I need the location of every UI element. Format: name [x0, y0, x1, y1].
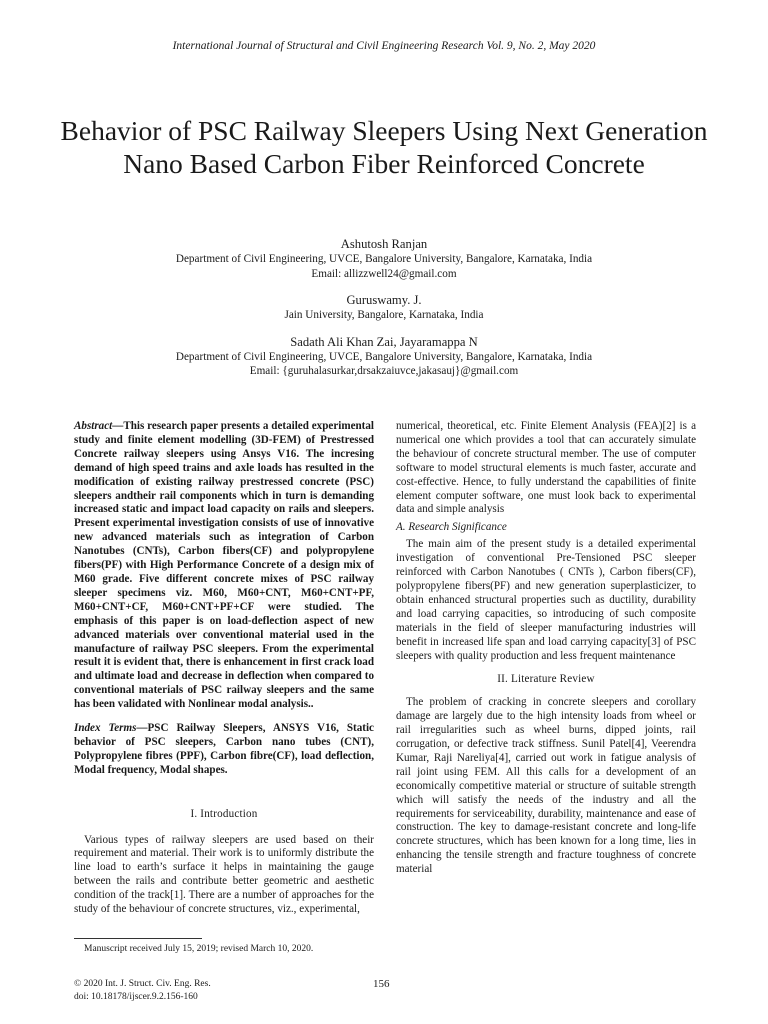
abstract: Abstract—This research paper presents a detailed experimental study and finite element modelling (3D-FEM) of Prestressed Concrete railway sleepers using Ansys V16. The incresing demand of high speed trains and axle loads has resulted in the modification of existing railway prestressed concrete (PSC) sleepers andtheir rail components which in turn is demanding increased static and impact load capacity on rails and sleepers. Present experimental investigation consists of use of innovative new advanced materials such as integration of Carbon Nanotubes (CNTs), Carbon fibers(CF) and polypropylene fibers(PF) with High Performance Concrete of a design mix of M60 grade. Five different concrete mixes of PSC railway sleeper specimens viz. M60, M60+CNT, M60+CNT+PF, M60+CNT+CF, M60+CNT+PF+CF were studied. The emphasis of this paper is on load-deflection aspect of new advanced materials over conventional material used in the manufacture of railway PSC sleepers. From the experimental result it is evident that, there is enhancement in first crack load and ultimate load and decrease in deflection when compared to conventional materials of PSC railway sleepers and the same has been validated with Nonlinear modal analysis.. — [74, 420, 374, 711]
author-affiliation: Department of Civil Engineering, UVCE, Bangalore University, Bangalore, Karnataka, India — [175, 253, 593, 265]
author-affiliation: Department of Civil Engineering, UVCE, Bangalore University, Bangalore, Karnataka, India — [175, 350, 593, 363]
author-name: Sadath Ali Khan Zai, Jayaramappa N — [290, 334, 478, 349]
author-block — [40, 236, 728, 379]
research-significance-paragraph: The main aim of the present study is a detailed experimental investigation of conventional Pre-Tensioned PSC sleeper reinforced with Carbon Nanotubes ( CNTs ), Carbon fibers(CF), polypropylene fibers(PF) and new generation superplasticizer, to obtain enhanced structural properties such as ductility, durability and load carrying capacities, so introducing of such composite materials in the field of sleeper manufacturing industries will benefit in increased life span and load carrying capacity[3] of PSC sleepers with quality production and less frequent maintenance — [396, 538, 696, 662]
author-name: Guruswamy. J. — [346, 293, 422, 307]
left-column — [74, 420, 374, 917]
author-email: Email: {guruhalasurkar,drsakzaiuvce,jakasauj}@gmail.com — [249, 365, 519, 377]
section-heading-introduction: I. Introduction — [190, 807, 258, 820]
doi-text: doi: 10.18178/ijscer.9.2.156-160 — [74, 991, 198, 1002]
page-number: 156 — [373, 978, 390, 990]
intro-paragraph: Various types of railway sleepers are used based on their requirement and material. Their work is to uniformly distribute the line load to earth’s surface it helps in maintaining the gauge between the rails and contribute better geometric and aesthetic condition of the track[1]. There are a number of approaches for the study of the behaviour of concrete structures, viz., experimental, — [74, 833, 374, 916]
subsection-heading-research-significance: A. Research Significance — [396, 521, 507, 534]
author-email: Email: allizzwell24@gmail.com — [311, 267, 457, 280]
paper-title: Behavior of PSC Railway Sleepers Using Next Generation Nano Based Carbon Fiber Reinforced Concrete — [60, 115, 708, 179]
index-terms-label: Index Terms — [74, 722, 137, 735]
index-terms-text: PSC Railway Sleepers, ANSYS V16, Static behavior of PSC sleepers, Carbon nano tubes (CNT), Polypropylene fibres (PPF), Carbon fibre(CF), load deflection, Modal frequency, Modal shapes. — [74, 722, 374, 776]
intro-continued: numerical, theoretical, etc. Finite Element Analysis (FEA)[2] is a numerical one which provides a tool that can accurately simulate the behaviour of concrete structural member. The use of computer software to model structural elements is much faster, accurate and cost-effective. Hence, to fully understand the capabilities of finite element computer software, one must look back to experimental data and simple analysis — [396, 420, 696, 516]
abstract-text: This research paper presents a detailed experimental study and finite element modelling (3D-FEM) of Prestressed Concrete railway sleepers using Ansys V16. The incresing demand of high speed trains and axle loads has resulted in the modification of existing railway prestressed concrete (PSC) sleepers andtheir rail components which in turn is demanding increased static and impact load capacity on rails and sleepers. Present experimental investigation consists of use of innovative new advanced materials such as integration of Carbon Nanotubes (CNTs), Carbon fibers(CF) and polypropylene fibers(PF) with High Performance Concrete of a design mix of M60 grade. Five different concrete mixes of PSC railway sleeper specimens viz. M60, M60+CNT, M60+CNT+PF, M60+CNT+CF, M60+CNT+PF+CF were studied. The emphasis of this paper is on load-deflection aspect of new advanced materials over conventional material used in the manufacture of railway PSC sleepers. From the experimental result it is evident that, there is enhancement in first crack load and ultimate load and decrease in deflection when compared to conventional materials of PSC railway sleepers and the same has been validated with Nonlinear modal analysis.. — [74, 420, 374, 711]
section-heading-literature-review: II. Literature Review — [497, 673, 595, 686]
author-name: Ashutosh Ranjan — [340, 237, 428, 251]
footnote-rule — [74, 938, 202, 939]
abstract-label: Abstract — [74, 420, 113, 432]
right-column — [396, 420, 696, 877]
journal-header: International Journal of Structural and Civil Engineering Research Vol. 9, No. 2, May 2020 — [172, 40, 596, 52]
author-affiliation: Jain University, Bangalore, Karnataka, India — [284, 309, 484, 321]
index-terms: Index Terms—PSC Railway Sleepers, ANSYS V16, Static behavior of PSC sleepers, Carbon nano tubes (CNT), Polypropylene fibres (PPF), Carbon fibre(CF), load deflection, Modal frequency, Modal shapes. — [74, 722, 374, 776]
literature-review-paragraph: The problem of cracking in concrete sleepers and corollary damage are largely due to the high intensity loads from wheel or rail irregularities such as wheel burns, dipped joints, rail corrugation, or defective track stiffness. Sunil Patel[4], Veerendra Kumar, Raji Nareliya[4], carried out work in fatigue analysis of rail joint using FEM. All this calls for a development of an economically competitive material or structure of suitable strength which will satisfy the needs of the industry and all the requirements for serviceability, durability, maintenance and ease of construction. The key to damage-resistant concrete and long-life concrete structures, which has been known for a long time, lies in enhancing the tensile strength and fracture toughness of concrete material — [396, 696, 696, 876]
copyright-block — [74, 978, 211, 1003]
copyright-text: © 2020 Int. J. Struct. Civ. Eng. Res. — [74, 979, 211, 989]
footnote: Manuscript received July 15, 2019; revised March 10, 2020. — [84, 944, 314, 954]
